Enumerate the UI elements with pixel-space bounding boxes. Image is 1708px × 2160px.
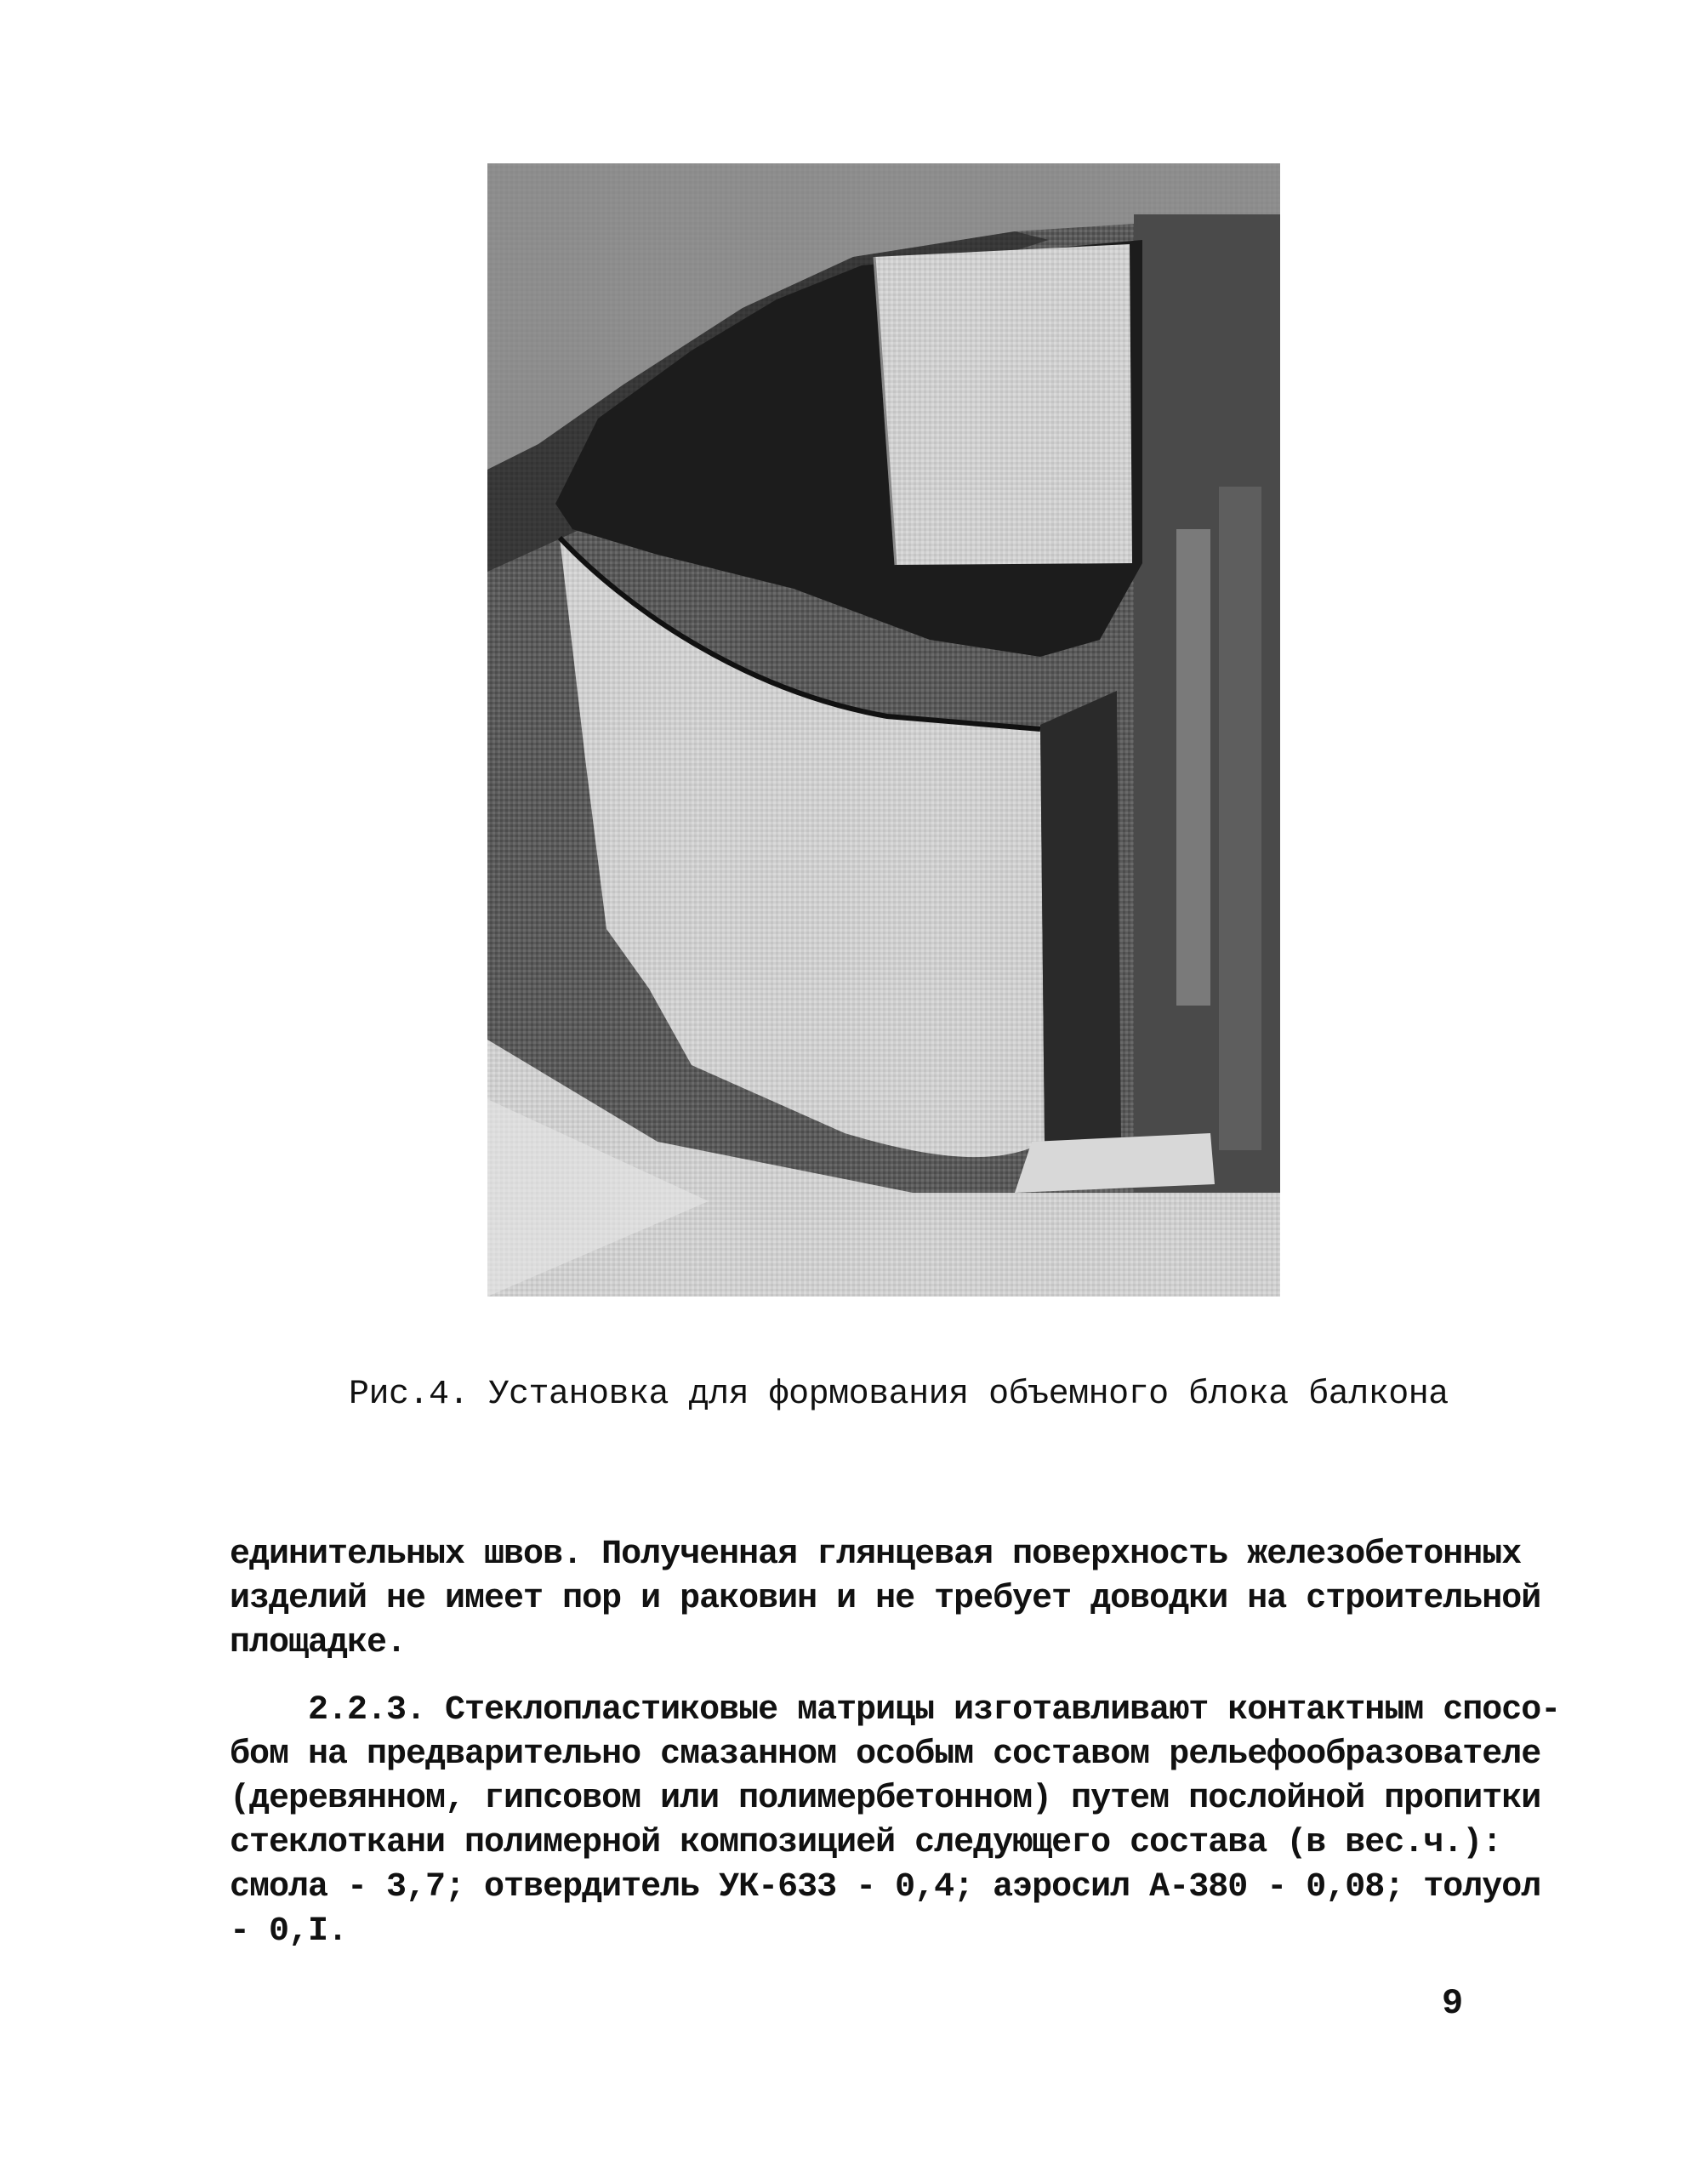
page-number: 9 [1442,1983,1464,2024]
text-line: единительных швов. Полученная глянцевая поверхность железобетонных [230,1536,1522,1574]
balcony-mold-photo [487,163,1280,1297]
paragraph-1 [230,1533,1541,1666]
text-line: изделий не имеет пор и раковин и не требует доводки на строительной [230,1580,1541,1618]
paragraph-2 [230,1689,1561,1954]
text-line: - 0,I. [230,1912,348,1951]
figure-caption: Рис.4. Установка для формования объемного блока балкона [349,1376,1449,1414]
text-line: смола - 3,7; отвердитель УК-633 - 0,4; аэросил А-380 - 0,08; толуол [230,1868,1541,1906]
figure-photo [487,163,1280,1297]
text-line: площадке. [230,1624,407,1662]
text-line: стеклоткани полимерной композицией следующего состава (в вес.ч.): [230,1824,1502,1862]
text-line: 2.2.3. Стеклопластиковые матрицы изготавливают контактным спосо- [230,1691,1561,1730]
text-line: (деревянном, гипсовом или полимербетонном) путем послойной пропитки [230,1780,1541,1818]
text-line: бом на предварительно смазанном особым составом рельефообразователе [230,1735,1541,1774]
